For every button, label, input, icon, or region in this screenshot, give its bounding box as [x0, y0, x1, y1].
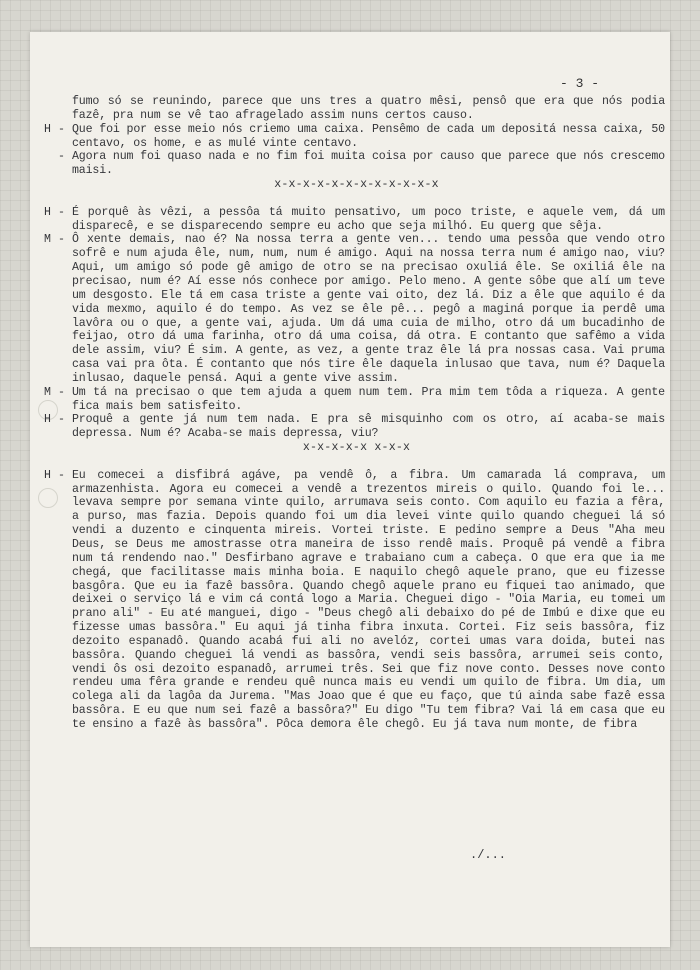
speaker-label [44, 150, 58, 178]
speaker-dash: - [58, 205, 65, 219]
speaker-label: M [44, 385, 51, 399]
blank-line [44, 192, 669, 206]
speaker-label: H [44, 468, 51, 482]
speaker-dash: - [58, 468, 65, 482]
utterance-text: fumo só se reunindo, parece que uns tres a quatro mêsi, pensô que era que nós podia fazê, pra num se vê tao afragelado assim nuns certos causo. [72, 95, 665, 122]
continuation-mark: ./... [470, 848, 507, 862]
speaker-label: M [44, 233, 51, 247]
section-separator: x-x-x-x-x-x-x-x-x-x-x-x [274, 178, 439, 192]
dialogue-block [44, 386, 669, 414]
utterance-text: Um tá na precisao o que tem ajuda a quem num tem. Pra mim tem tôda a riqueza. A gente fica mais bem satisfeito. [72, 385, 665, 413]
utterance-text: É porquê às vêzi, a pessôa tá muito pensativo, um poco triste, e aquele vem, dá um disparecê, e se disparecendo sempre eu acho que seja milhó. Eu querg que sêja. [72, 205, 665, 233]
speaker-dash: - [58, 413, 65, 427]
speaker-dash [58, 95, 72, 123]
utterance-text: Proquê a gente já num tem nada. E pra sê misquinho com os otro, aí acaba-se mais depressa. Num é? Acaba-se mais depressa, viu? [72, 413, 665, 441]
utterance-text: Ô xente demais, nao é? Na nossa terra a gente ven... tendo uma pessôa que vendo otro sofrê e num ajuda êle, num, num, num é amigo. Aqui na nossa terra num é amigo nao, viu? Aqui, um amigo só pode gê amigo de otro se na precisao oxuliá êle. Se oxiliá êle na precisao, num é? Aí esse nós conhece por amigo. Pelo meno. A gente sôbe que alí um teve um desgosto. Ele tá em casa triste a gente vai oito, dez lá. Diz a êle que aquilo é da vida mexmo, aquilo é do tempo. As vez se êle pê... pegô a maginá porque ia perdê uma lavôra ou o que, a gente vai, ajuda. Um dá uma cuia de milho, otro dá um bucadinho de feijao, otro dá uma farinha, otro dá uma coisa, dá otra. E contanto que safêmo a vida dele assim, viu? É sim. A gente, as vez, a gente traz êle lá pra nossas casa. Vai pruma casa vai pra ôta. É contanto que nós tire êle daquela inlusao que tava, num é? Daquela inlusao, daquele pensá. Aqui a gente vive assim. [72, 233, 665, 385]
speaker-label: H [44, 122, 51, 136]
utterance-text: Agora num foi quaso nada e no fim foi muita coisa por causo que parece que nós crescemo maisi. [72, 150, 665, 178]
speaker-label [44, 95, 58, 123]
speaker-dash: - [58, 385, 65, 399]
speaker-label: H [44, 205, 51, 219]
utterance-text: Eu comecei a disfibrá agáve, pa vendê ô, a fibra. Um camarada lá comprava, um armazenhista. Agora eu comecei a vendê a trezentos mireis o quilo. Quando foi le... levava sempre por semana vinte quilo, arrumava seis conto. Com aquilo eu fazia a fêra, a purso, mas fazia. Depois quando foi um dia levei vinte quilo quando cheguei lá só vendi a duzento e cinquenta mireis. Vortei triste. E pedino sempre a Deus "Aha meu Deus, se Deus me amostrasse otra maneira de isso rendê mais. Proquê pá vendê a fibra num tá rendendo nao." Desfirbano agrave e trabaiano cum a cabeça. O que era que ia me chegá, que facilitasse mais minha boia. E naquilo chegô aquele prano, que eu fizesse basgôra. Que eu ia fazê bassôra. Quando chegô aquele prano eu fiquei tao animado, que deixei o serviço lá e vim cá contá logo a Maria. Cheguei digo - "Oia Maria, eu tomei um prano ali" - Eu até manguei, digo - "Deus chegô ali debaixo do pé de Imbú e dixe que eu fizesse umas bassôra." Eu aqui já tinha fibra inxuta. Cortei. Fiz seis bassôra, fiz dezoito espanadô. Quando acabá fui ali no avelóz, cortei umas vara doida, butei nas bassôra. Quando cheguei lá vendi as bassôra, vendi seis bassôra, arrumei seis conto, vendi ôs osi dezoito espanadô, arrumei três. Sei que fiz nove conto. Desses nove conto rendeu uma fêra grande e rendeu quê nunca mais eu vendi um quilo de fibra. Um dia, um colega ali da lagôa da Jurema. "Mas Joao que é que eu faço, que tú ainda sabe fazê essa bassôra. E eu que num sei fazê a bassôra?" Eu digo "Tu tem fibra? Vai lá em casa que eu te ensino a fazê às bassôra". Pôca demora êle chegô. Eu já tava num monte, de fibra [72, 468, 665, 731]
speaker-dash: - [58, 150, 65, 164]
speaker-dash: - [58, 233, 65, 247]
page-number: - 3 - [560, 76, 600, 91]
dialogue-block [44, 469, 669, 732]
speaker-label: H [44, 413, 51, 427]
dialogue-block [44, 95, 669, 123]
dialogue-block [44, 123, 669, 151]
dialogue-block [44, 206, 669, 234]
dialogue-block [44, 233, 669, 385]
typewritten-transcript [44, 95, 669, 732]
section-separator: x-x-x-x-x x-x-x [302, 441, 411, 455]
dialogue-block [44, 413, 669, 441]
utterance-text: Que foi por esse meio nós criemo uma caixa. Pensêmo de cada um depositá nessa caixa, 50 centavo, os home, e as mulé vinte centavo. [72, 122, 665, 150]
dialogue-block [44, 150, 669, 178]
speaker-dash: - [58, 122, 65, 136]
blank-line [44, 455, 669, 469]
